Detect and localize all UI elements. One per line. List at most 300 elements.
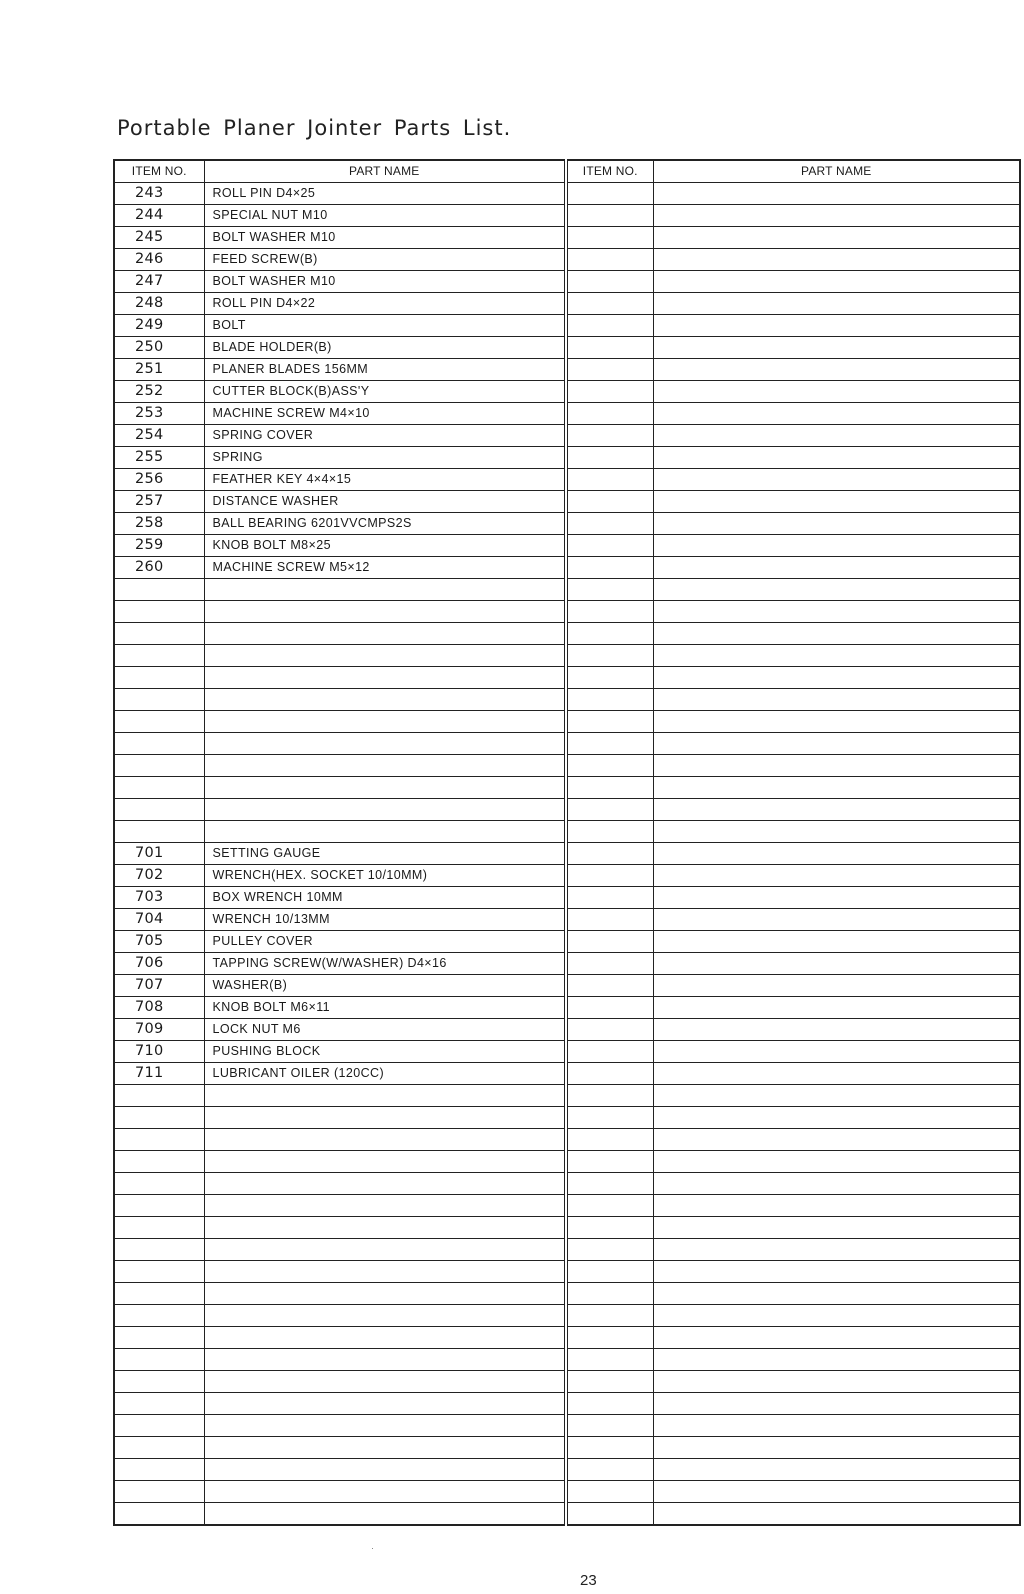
- item-no-cell: 704: [114, 909, 204, 931]
- table-row: [114, 887, 1020, 909]
- part-name-cell-right: [653, 1415, 1020, 1437]
- part-name-cell: [204, 1503, 566, 1526]
- table-row: [114, 1217, 1020, 1239]
- part-name-cell-right: [653, 623, 1020, 645]
- table-row: [114, 1173, 1020, 1195]
- header-item-no-right: ITEM NO.: [566, 160, 653, 183]
- part-name-cell: PLANER BLADES 156MM: [204, 359, 566, 381]
- item-no-cell-right: [566, 953, 653, 975]
- part-name-cell: [204, 1415, 566, 1437]
- item-no-cell: 702: [114, 865, 204, 887]
- table-row: [114, 1019, 1020, 1041]
- part-name-cell-right: [653, 315, 1020, 337]
- table-row: [114, 909, 1020, 931]
- item-no-cell: 711: [114, 1063, 204, 1085]
- table-row: [114, 381, 1020, 403]
- table-row: [114, 711, 1020, 733]
- part-name-cell: [204, 1393, 566, 1415]
- table-row: [114, 645, 1020, 667]
- table-row: [114, 1415, 1020, 1437]
- part-name-cell-right: [653, 931, 1020, 953]
- item-no-cell-right: [566, 1217, 653, 1239]
- item-no-cell: [114, 1481, 204, 1503]
- table-row: [114, 1085, 1020, 1107]
- part-name-cell: BOX WRENCH 10MM: [204, 887, 566, 909]
- item-no-cell-right: [566, 843, 653, 865]
- part-name-cell: ROLL PIN D4×22: [204, 293, 566, 315]
- item-no-cell-right: [566, 1239, 653, 1261]
- part-name-cell-right: [653, 997, 1020, 1019]
- item-no-cell: [114, 1239, 204, 1261]
- item-no-cell: [114, 623, 204, 645]
- part-name-cell-right: [653, 183, 1020, 205]
- part-name-cell-right: [653, 271, 1020, 293]
- part-name-cell-right: [653, 1173, 1020, 1195]
- table-row: [114, 249, 1020, 271]
- item-no-cell: [114, 1393, 204, 1415]
- part-name-cell-right: [653, 1063, 1020, 1085]
- item-no-cell-right: [566, 1283, 653, 1305]
- table-row: [114, 1327, 1020, 1349]
- part-name-cell: MACHINE SCREW M5×12: [204, 557, 566, 579]
- part-name-cell-right: [653, 1151, 1020, 1173]
- part-name-cell-right: [653, 843, 1020, 865]
- item-no-cell: [114, 1327, 204, 1349]
- part-name-cell-right: [653, 1239, 1020, 1261]
- item-no-cell-right: [566, 799, 653, 821]
- table-row: [114, 799, 1020, 821]
- item-no-cell: [114, 1217, 204, 1239]
- table-row: [114, 491, 1020, 513]
- item-no-cell: 705: [114, 931, 204, 953]
- item-no-cell: 710: [114, 1041, 204, 1063]
- table-row: [114, 1041, 1020, 1063]
- part-name-cell: LOCK NUT M6: [204, 1019, 566, 1041]
- table-row: [114, 557, 1020, 579]
- table-row: [114, 953, 1020, 975]
- item-no-cell: [114, 711, 204, 733]
- part-name-cell: [204, 1085, 566, 1107]
- table-row: [114, 227, 1020, 249]
- item-no-cell: [114, 1371, 204, 1393]
- part-name-cell-right: [653, 293, 1020, 315]
- part-name-cell: SPECIAL NUT M10: [204, 205, 566, 227]
- part-name-cell: SPRING COVER: [204, 425, 566, 447]
- header-row: [114, 160, 1020, 183]
- item-no-cell-right: [566, 1481, 653, 1503]
- table-row: [114, 1437, 1020, 1459]
- item-no-cell-right: [566, 1327, 653, 1349]
- item-no-cell-right: [566, 469, 653, 491]
- part-name-cell: SETTING GAUGE: [204, 843, 566, 865]
- part-name-cell-right: [653, 733, 1020, 755]
- parts-table-body: [114, 183, 1020, 1526]
- table-row: [114, 403, 1020, 425]
- item-no-cell-right: [566, 975, 653, 997]
- table-row: [114, 1195, 1020, 1217]
- part-name-cell-right: [653, 403, 1020, 425]
- table-row: [114, 931, 1020, 953]
- part-name-cell-right: [653, 227, 1020, 249]
- part-name-cell-right: [653, 1327, 1020, 1349]
- part-name-cell-right: [653, 1019, 1020, 1041]
- table-row: [114, 623, 1020, 645]
- part-name-cell: [204, 1481, 566, 1503]
- part-name-cell-right: [653, 513, 1020, 535]
- item-no-cell: 247: [114, 271, 204, 293]
- part-name-cell: [204, 711, 566, 733]
- item-no-cell: 243: [114, 183, 204, 205]
- item-no-cell-right: [566, 447, 653, 469]
- item-no-cell: [114, 1437, 204, 1459]
- item-no-cell-right: [566, 777, 653, 799]
- item-no-cell-right: [566, 997, 653, 1019]
- item-no-cell: 250: [114, 337, 204, 359]
- item-no-cell-right: [566, 1195, 653, 1217]
- part-name-cell: [204, 1327, 566, 1349]
- table-row: [114, 777, 1020, 799]
- item-no-cell: 256: [114, 469, 204, 491]
- item-no-cell: [114, 799, 204, 821]
- part-name-cell-right: [653, 799, 1020, 821]
- header-part-name-left: PART NAME: [204, 160, 566, 183]
- item-no-cell-right: [566, 1173, 653, 1195]
- table-row: [114, 667, 1020, 689]
- item-no-cell: 254: [114, 425, 204, 447]
- item-no-cell: 246: [114, 249, 204, 271]
- part-name-cell-right: [653, 777, 1020, 799]
- table-row: [114, 1305, 1020, 1327]
- item-no-cell: [114, 601, 204, 623]
- item-no-cell-right: [566, 557, 653, 579]
- item-no-cell-right: [566, 205, 653, 227]
- table-row: [114, 1283, 1020, 1305]
- table-row: [114, 513, 1020, 535]
- table-row: [114, 689, 1020, 711]
- part-name-cell-right: [653, 865, 1020, 887]
- table-row: [114, 1063, 1020, 1085]
- page-number: 23: [580, 1572, 597, 1589]
- part-name-cell-right: [653, 535, 1020, 557]
- item-no-cell-right: [566, 381, 653, 403]
- item-no-cell-right: [566, 227, 653, 249]
- item-no-cell-right: [566, 293, 653, 315]
- table-row: [114, 601, 1020, 623]
- item-no-cell: 244: [114, 205, 204, 227]
- part-name-cell-right: [653, 1085, 1020, 1107]
- part-name-cell-right: [653, 975, 1020, 997]
- part-name-cell: WRENCH(HEX. SOCKET 10/10MM): [204, 865, 566, 887]
- part-name-cell-right: [653, 755, 1020, 777]
- part-name-cell: PULLEY COVER: [204, 931, 566, 953]
- table-row: [114, 843, 1020, 865]
- table-row: [114, 1239, 1020, 1261]
- part-name-cell: CUTTER BLOCK(B)ASS'Y: [204, 381, 566, 403]
- part-name-cell-right: [653, 711, 1020, 733]
- item-no-cell: [114, 755, 204, 777]
- item-no-cell-right: [566, 403, 653, 425]
- item-no-cell-right: [566, 1041, 653, 1063]
- part-name-cell-right: [653, 1195, 1020, 1217]
- table-row: [114, 1261, 1020, 1283]
- item-no-cell-right: [566, 425, 653, 447]
- item-no-cell-right: [566, 1349, 653, 1371]
- table-row: [114, 1349, 1020, 1371]
- part-name-cell-right: [653, 1349, 1020, 1371]
- table-row: [114, 1151, 1020, 1173]
- page-title: Portable Planer Jointer Parts List.: [117, 116, 512, 140]
- part-name-cell: [204, 689, 566, 711]
- parts-list-table: [113, 159, 1021, 1526]
- item-no-cell: [114, 1459, 204, 1481]
- item-no-cell-right: [566, 1305, 653, 1327]
- part-name-cell-right: [653, 645, 1020, 667]
- item-no-cell: [114, 1129, 204, 1151]
- item-no-cell-right: [566, 1085, 653, 1107]
- part-name-cell-right: [653, 1371, 1020, 1393]
- part-name-cell-right: [653, 1305, 1020, 1327]
- part-name-cell: [204, 1129, 566, 1151]
- part-name-cell-right: [653, 491, 1020, 513]
- item-no-cell: 249: [114, 315, 204, 337]
- part-name-cell: PUSHING BLOCK: [204, 1041, 566, 1063]
- part-name-cell-right: [653, 1481, 1020, 1503]
- part-name-cell: BLADE HOLDER(B): [204, 337, 566, 359]
- item-no-cell: [114, 667, 204, 689]
- item-no-cell-right: [566, 1393, 653, 1415]
- item-no-cell-right: [566, 1261, 653, 1283]
- part-name-cell-right: [653, 447, 1020, 469]
- table-row: [114, 755, 1020, 777]
- table-row: [114, 997, 1020, 1019]
- part-name-cell: FEED SCREW(B): [204, 249, 566, 271]
- table-row: [114, 337, 1020, 359]
- item-no-cell-right: [566, 1437, 653, 1459]
- table-row: [114, 1107, 1020, 1129]
- item-no-cell: [114, 1415, 204, 1437]
- item-no-cell: 248: [114, 293, 204, 315]
- item-no-cell: 258: [114, 513, 204, 535]
- item-no-cell-right: [566, 1019, 653, 1041]
- part-name-cell: [204, 1239, 566, 1261]
- table-row: [114, 579, 1020, 601]
- item-no-cell-right: [566, 865, 653, 887]
- item-no-cell-right: [566, 623, 653, 645]
- table-row: [114, 359, 1020, 381]
- part-name-cell: [204, 1195, 566, 1217]
- part-name-cell-right: [653, 557, 1020, 579]
- part-name-cell-right: [653, 1261, 1020, 1283]
- part-name-cell: WASHER(B): [204, 975, 566, 997]
- item-no-cell: 703: [114, 887, 204, 909]
- part-name-cell: [204, 799, 566, 821]
- header-part-name-right: PART NAME: [653, 160, 1020, 183]
- part-name-cell: SPRING: [204, 447, 566, 469]
- item-no-cell-right: [566, 733, 653, 755]
- table-row: [114, 469, 1020, 491]
- part-name-cell-right: [653, 667, 1020, 689]
- part-name-cell: [204, 1283, 566, 1305]
- item-no-cell: 706: [114, 953, 204, 975]
- part-name-cell-right: [653, 1437, 1020, 1459]
- part-name-cell: TAPPING SCREW(W/WASHER) D4×16: [204, 953, 566, 975]
- part-name-cell: [204, 1217, 566, 1239]
- part-name-cell-right: [653, 1041, 1020, 1063]
- parts-table-header: [114, 160, 1020, 183]
- item-no-cell: 245: [114, 227, 204, 249]
- part-name-cell: [204, 1459, 566, 1481]
- part-name-cell: [204, 1305, 566, 1327]
- item-no-cell: [114, 1349, 204, 1371]
- item-no-cell: 260: [114, 557, 204, 579]
- item-no-cell-right: [566, 1415, 653, 1437]
- part-name-cell-right: [653, 909, 1020, 931]
- item-no-cell: 701: [114, 843, 204, 865]
- part-name-cell: [204, 733, 566, 755]
- part-name-cell-right: [653, 821, 1020, 843]
- part-name-cell: [204, 579, 566, 601]
- part-name-cell: BOLT WASHER M10: [204, 271, 566, 293]
- item-no-cell: 707: [114, 975, 204, 997]
- item-no-cell-right: [566, 1129, 653, 1151]
- part-name-cell: [204, 821, 566, 843]
- item-no-cell-right: [566, 337, 653, 359]
- item-no-cell-right: [566, 359, 653, 381]
- item-no-cell-right: [566, 909, 653, 931]
- item-no-cell: [114, 1085, 204, 1107]
- table-row: [114, 293, 1020, 315]
- part-name-cell: [204, 601, 566, 623]
- part-name-cell: DISTANCE WASHER: [204, 491, 566, 513]
- item-no-cell: [114, 579, 204, 601]
- item-no-cell-right: [566, 711, 653, 733]
- item-no-cell-right: [566, 249, 653, 271]
- item-no-cell: 257: [114, 491, 204, 513]
- part-name-cell-right: [653, 1217, 1020, 1239]
- table-row: [114, 315, 1020, 337]
- part-name-cell: BOLT WASHER M10: [204, 227, 566, 249]
- part-name-cell: [204, 1151, 566, 1173]
- item-no-cell-right: [566, 1371, 653, 1393]
- part-name-cell-right: [653, 689, 1020, 711]
- scan-speck: [372, 1548, 373, 1549]
- part-name-cell-right: [653, 205, 1020, 227]
- item-no-cell: 255: [114, 447, 204, 469]
- table-row: [114, 1481, 1020, 1503]
- item-no-cell: [114, 777, 204, 799]
- part-name-cell-right: [653, 381, 1020, 403]
- item-no-cell-right: [566, 667, 653, 689]
- item-no-cell-right: [566, 579, 653, 601]
- part-name-cell: MACHINE SCREW M4×10: [204, 403, 566, 425]
- table-row: [114, 205, 1020, 227]
- table-row: [114, 1129, 1020, 1151]
- item-no-cell-right: [566, 1151, 653, 1173]
- item-no-cell-right: [566, 1107, 653, 1129]
- item-no-cell-right: [566, 315, 653, 337]
- item-no-cell: [114, 1151, 204, 1173]
- item-no-cell-right: [566, 931, 653, 953]
- item-no-cell: [114, 1107, 204, 1129]
- item-no-cell-right: [566, 755, 653, 777]
- item-no-cell: [114, 1503, 204, 1526]
- part-name-cell-right: [653, 249, 1020, 271]
- part-name-cell: [204, 1173, 566, 1195]
- item-no-cell-right: [566, 601, 653, 623]
- part-name-cell: [204, 1437, 566, 1459]
- part-name-cell: [204, 1371, 566, 1393]
- part-name-cell: BOLT: [204, 315, 566, 337]
- item-no-cell: 708: [114, 997, 204, 1019]
- item-no-cell-right: [566, 821, 653, 843]
- part-name-cell-right: [653, 887, 1020, 909]
- item-no-cell: [114, 1305, 204, 1327]
- item-no-cell-right: [566, 491, 653, 513]
- part-name-cell-right: [653, 359, 1020, 381]
- table-row: [114, 733, 1020, 755]
- item-no-cell-right: [566, 183, 653, 205]
- part-name-cell: [204, 1349, 566, 1371]
- part-name-cell-right: [653, 601, 1020, 623]
- part-name-cell-right: [653, 1503, 1020, 1526]
- table-row: [114, 425, 1020, 447]
- parts-list-table-container: [113, 159, 1019, 1526]
- part-name-cell-right: [653, 1283, 1020, 1305]
- item-no-cell: [114, 1283, 204, 1305]
- table-row: [114, 821, 1020, 843]
- item-no-cell-right: [566, 1503, 653, 1526]
- part-name-cell: [204, 755, 566, 777]
- part-name-cell-right: [653, 1107, 1020, 1129]
- item-no-cell-right: [566, 1063, 653, 1085]
- part-name-cell-right: [653, 1459, 1020, 1481]
- part-name-cell: [204, 667, 566, 689]
- part-name-cell-right: [653, 1129, 1020, 1151]
- table-row: [114, 1459, 1020, 1481]
- item-no-cell-right: [566, 535, 653, 557]
- item-no-cell: 253: [114, 403, 204, 425]
- table-row: [114, 1393, 1020, 1415]
- part-name-cell-right: [653, 469, 1020, 491]
- item-no-cell-right: [566, 887, 653, 909]
- table-row: [114, 1371, 1020, 1393]
- item-no-cell-right: [566, 271, 653, 293]
- part-name-cell: LUBRICANT OILER (120CC): [204, 1063, 566, 1085]
- item-no-cell: 251: [114, 359, 204, 381]
- item-no-cell: 252: [114, 381, 204, 403]
- table-row: [114, 1503, 1020, 1526]
- part-name-cell: [204, 623, 566, 645]
- part-name-cell: BALL BEARING 6201VVCMPS2S: [204, 513, 566, 535]
- item-no-cell: [114, 1195, 204, 1217]
- table-row: [114, 183, 1020, 205]
- table-row: [114, 975, 1020, 997]
- part-name-cell: KNOB BOLT M6×11: [204, 997, 566, 1019]
- part-name-cell: ROLL PIN D4×25: [204, 183, 566, 205]
- table-row: [114, 447, 1020, 469]
- part-name-cell: [204, 777, 566, 799]
- part-name-cell: KNOB BOLT M8×25: [204, 535, 566, 557]
- item-no-cell: [114, 733, 204, 755]
- part-name-cell: [204, 1107, 566, 1129]
- item-no-cell: [114, 821, 204, 843]
- item-no-cell: 709: [114, 1019, 204, 1041]
- table-row: [114, 271, 1020, 293]
- item-no-cell-right: [566, 689, 653, 711]
- table-row: [114, 535, 1020, 557]
- item-no-cell: [114, 1173, 204, 1195]
- header-item-no-left: ITEM NO.: [114, 160, 204, 183]
